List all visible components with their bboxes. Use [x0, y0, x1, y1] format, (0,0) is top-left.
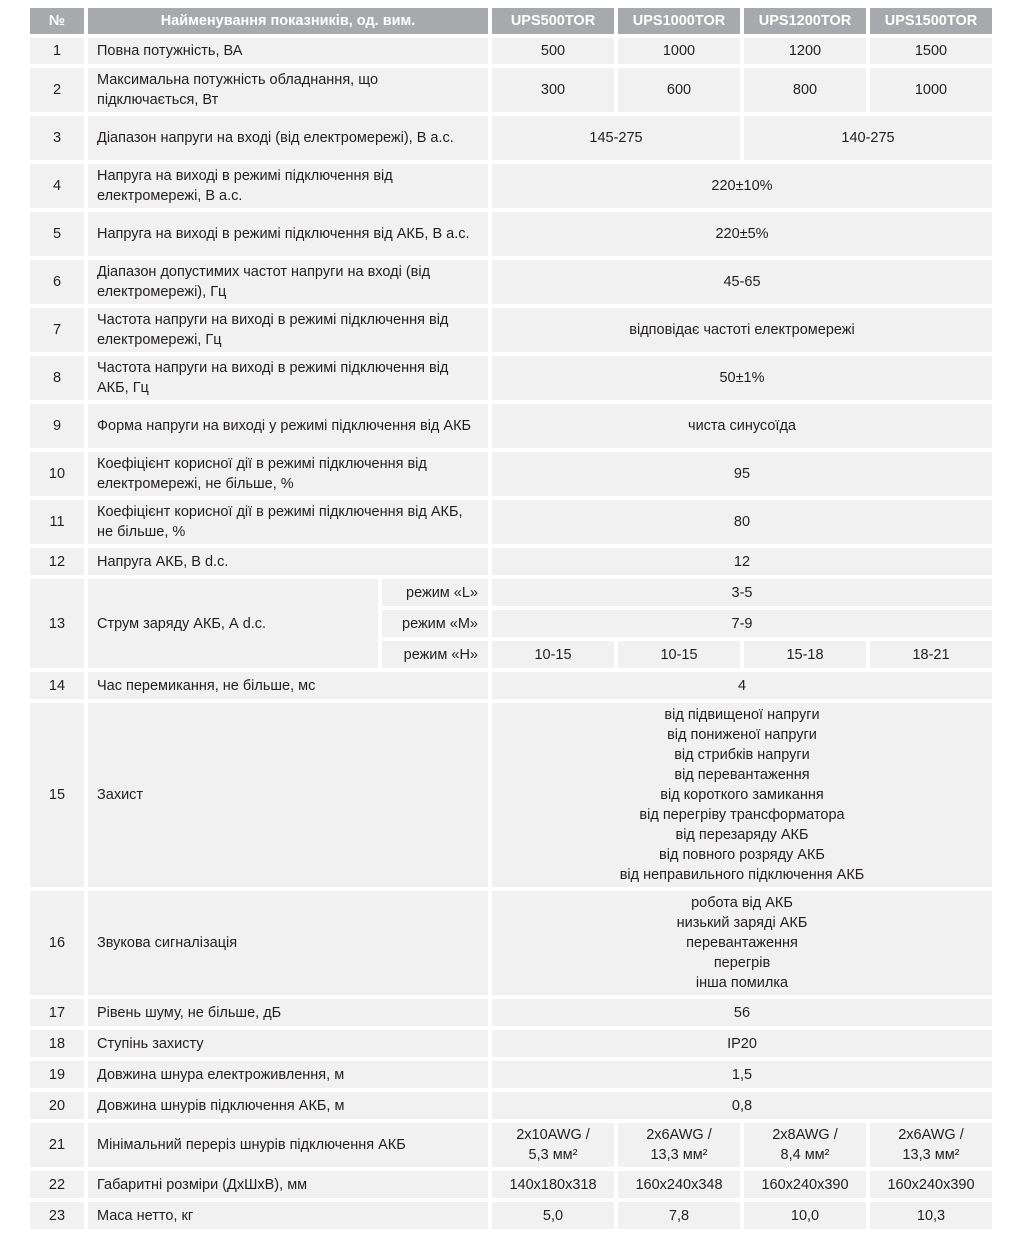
- list-item: від пониженої напруги: [667, 727, 817, 743]
- row-name: Повна потужність, ВА: [88, 38, 488, 64]
- cell-value: 300: [492, 68, 614, 112]
- header-row: [30, 8, 992, 34]
- cell-value: 10-15: [492, 641, 614, 668]
- table-row: [30, 38, 992, 64]
- mode-label-m: режим «M»: [382, 610, 488, 637]
- list-item: низький заряді АКБ: [676, 915, 808, 931]
- row-num: 7: [30, 308, 84, 352]
- header-name: Найменування показників, од. вим.: [88, 8, 488, 34]
- cell-line: 2x10AWG /: [516, 1127, 590, 1143]
- row-name: Захист: [88, 703, 488, 887]
- cell-value: 220±10%: [492, 164, 992, 208]
- list-item: інша помилка: [695, 975, 789, 991]
- row-num: 9: [30, 404, 84, 448]
- cell-value: відповідає частоті електромережі: [492, 308, 992, 352]
- cell-value: чиста синусоїда: [492, 404, 992, 448]
- row-name: Діапазон допустимих частот напруги на вході (від електромережі), Гц: [88, 260, 488, 304]
- table-row: [30, 212, 992, 256]
- row-name: Час перемикання, не більше, мс: [88, 672, 488, 699]
- row-num: 23: [30, 1202, 84, 1229]
- header-num: №: [30, 8, 84, 34]
- row-name: Довжина шнура електроживлення, м: [88, 1061, 488, 1088]
- cell-value: 1200: [744, 38, 866, 64]
- row-name-group: [88, 579, 378, 668]
- cell-value: 95: [492, 452, 992, 496]
- row-num: 6: [30, 260, 84, 304]
- row-num: 8: [30, 356, 84, 400]
- row-name: Довжина шнурів підключення АКБ, м: [88, 1092, 488, 1119]
- row-num: 16: [30, 891, 84, 995]
- table-row: [30, 404, 992, 448]
- row-num: 3: [30, 116, 84, 160]
- cell-line: 2x6AWG /: [898, 1127, 964, 1143]
- cell-line: 13,3 мм²: [902, 1147, 960, 1163]
- cell-value: 10-15: [618, 641, 740, 668]
- list-item: від підвищеної напруги: [664, 707, 820, 723]
- cell-value: [492, 1123, 614, 1167]
- row-name: Рівень шуму, не більше, дБ: [88, 999, 488, 1026]
- cell-value: [744, 1123, 866, 1167]
- cell-value: 1000: [870, 68, 992, 112]
- cell-value: [870, 1123, 992, 1167]
- cell-value: 5,0: [492, 1202, 614, 1229]
- row-num: 5: [30, 212, 84, 256]
- header-model: UPS1200TOR: [744, 8, 866, 34]
- row-name: Діапазон напруги на вході (від електромережі), В а.с.: [88, 116, 488, 160]
- list-item: перевантаження: [686, 935, 798, 951]
- cell-value: 3-5: [492, 579, 992, 606]
- spec-table: [26, 4, 996, 1233]
- header-model: UPS1000TOR: [618, 8, 740, 34]
- cell-value: 160x240x390: [870, 1171, 992, 1198]
- cell-value: 140-275: [744, 116, 992, 160]
- row-name: Коефіцієнт корисної дії в режимі підключення від АКБ, не більше, %: [88, 500, 488, 544]
- table-row: [30, 1123, 992, 1167]
- list-item: перегрів: [713, 955, 771, 971]
- mode-label-l: режим «L»: [382, 579, 488, 606]
- cell-value: 220±5%: [492, 212, 992, 256]
- mode-label-h: режим «H»: [382, 641, 488, 668]
- table-row: [30, 68, 992, 112]
- list-item: від перезаряду АКБ: [675, 827, 809, 843]
- cell-value: 1500: [870, 38, 992, 64]
- cell-value: 80: [492, 500, 992, 544]
- row-num: 19: [30, 1061, 84, 1088]
- cell-value: 145-275: [492, 116, 740, 160]
- cell-value: 7,8: [618, 1202, 740, 1229]
- row-name: Форма напруги на виході у режимі підключення від АКБ: [88, 404, 488, 448]
- table-row: [30, 999, 992, 1026]
- row-num: 1: [30, 38, 84, 64]
- row-num: 17: [30, 999, 84, 1026]
- table-row: [30, 1030, 992, 1057]
- cell-value: 0,8: [492, 1092, 992, 1119]
- header-model: UPS500TOR: [492, 8, 614, 34]
- row-name: Напруга АКБ, В d.c.: [88, 548, 488, 575]
- row-num: 4: [30, 164, 84, 208]
- cell-value: [618, 1123, 740, 1167]
- table-row: [30, 548, 992, 575]
- cell-value: 10,3: [870, 1202, 992, 1229]
- alarm-list: [492, 891, 992, 995]
- cell-value: 56: [492, 999, 992, 1026]
- table-row: [30, 308, 992, 352]
- table-row: [30, 164, 992, 208]
- row-name: Напруга на виході в режимі підключення від АКБ, В а.с.: [88, 212, 488, 256]
- cell-value: 12: [492, 548, 992, 575]
- table-row: [30, 260, 992, 304]
- cell-line: 13,3 мм²: [650, 1147, 708, 1163]
- cell-value: 45-65: [492, 260, 992, 304]
- row-name: Частота напруги на виході в режимі підключення від електромережі, Гц: [88, 308, 488, 352]
- row-name: Коефіцієнт корисної дії в режимі підключення від електромережі, не більше, %: [88, 452, 488, 496]
- cell-value: 50±1%: [492, 356, 992, 400]
- table-row: [30, 1092, 992, 1119]
- cell-value: 800: [744, 68, 866, 112]
- row-name: Струм заряду АКБ, А d.c.: [97, 615, 267, 632]
- list-item: від перегріву трансформатора: [639, 807, 845, 823]
- table-row: [30, 1202, 992, 1229]
- row-name: Ступінь захисту: [88, 1030, 488, 1057]
- row-name: Мінімальний переріз шнурів підключення АКБ: [88, 1123, 488, 1167]
- cell-value: 15-18: [744, 641, 866, 668]
- row-num: 18: [30, 1030, 84, 1057]
- cell-line: 8,4 мм²: [780, 1147, 830, 1163]
- row-name: Частота напруги на виході в режимі підключення від АКБ, Гц: [88, 356, 488, 400]
- cell-line: 2x8AWG /: [772, 1127, 838, 1143]
- table-row: [30, 452, 992, 496]
- row-num: 13: [30, 579, 84, 668]
- list-item: від перевантаження: [674, 767, 810, 783]
- row-num: 15: [30, 703, 84, 887]
- table-row: [30, 891, 992, 995]
- cell-value: 10,0: [744, 1202, 866, 1229]
- row-num: 12: [30, 548, 84, 575]
- cell-value: 160x240x390: [744, 1171, 866, 1198]
- table-row: [30, 500, 992, 544]
- list-item: від неправильного підключення АКБ: [619, 867, 865, 883]
- cell-value: 1000: [618, 38, 740, 64]
- table-row: [30, 703, 992, 887]
- header-model: UPS1500TOR: [870, 8, 992, 34]
- row-name: Напруга на виході в режимі підключення від електромережі, В а.с.: [88, 164, 488, 208]
- table-row: [30, 579, 992, 606]
- cell-value: 160x240x348: [618, 1171, 740, 1198]
- list-item: від повного розряду АКБ: [659, 847, 825, 863]
- cell-value: 600: [618, 68, 740, 112]
- cell-value: 4: [492, 672, 992, 699]
- cell-value: 140x180x318: [492, 1171, 614, 1198]
- table-row: [30, 1171, 992, 1198]
- row-num: 21: [30, 1123, 84, 1167]
- cell-value: 7-9: [492, 610, 992, 637]
- list-item: робота від АКБ: [691, 895, 793, 911]
- cell-value: 500: [492, 38, 614, 64]
- table-row: [30, 356, 992, 400]
- list-item: від короткого замикання: [660, 787, 824, 803]
- cell-value: 18-21: [870, 641, 992, 668]
- cell-line: 5,3 мм²: [528, 1147, 578, 1163]
- table-row: [30, 672, 992, 699]
- row-num: 11: [30, 500, 84, 544]
- row-num: 2: [30, 68, 84, 112]
- cell-value: 1,5: [492, 1061, 992, 1088]
- cell-value: IP20: [492, 1030, 992, 1057]
- row-num: 14: [30, 672, 84, 699]
- protection-list: [492, 703, 992, 887]
- table-row: [30, 116, 992, 160]
- list-item: від стрибків напруги: [674, 747, 810, 763]
- cell-line: 2x6AWG /: [646, 1127, 712, 1143]
- row-name: Маса нетто, кг: [88, 1202, 488, 1229]
- row-name: Максимальна потужність обладнання, що підключається, Вт: [88, 68, 488, 112]
- row-name: Звукова сигналізація: [88, 891, 488, 995]
- table-row: [30, 1061, 992, 1088]
- row-num: 22: [30, 1171, 84, 1198]
- row-num: 10: [30, 452, 84, 496]
- row-name: Габаритні розміри (ДхШхВ), мм: [88, 1171, 488, 1198]
- row-num: 20: [30, 1092, 84, 1119]
